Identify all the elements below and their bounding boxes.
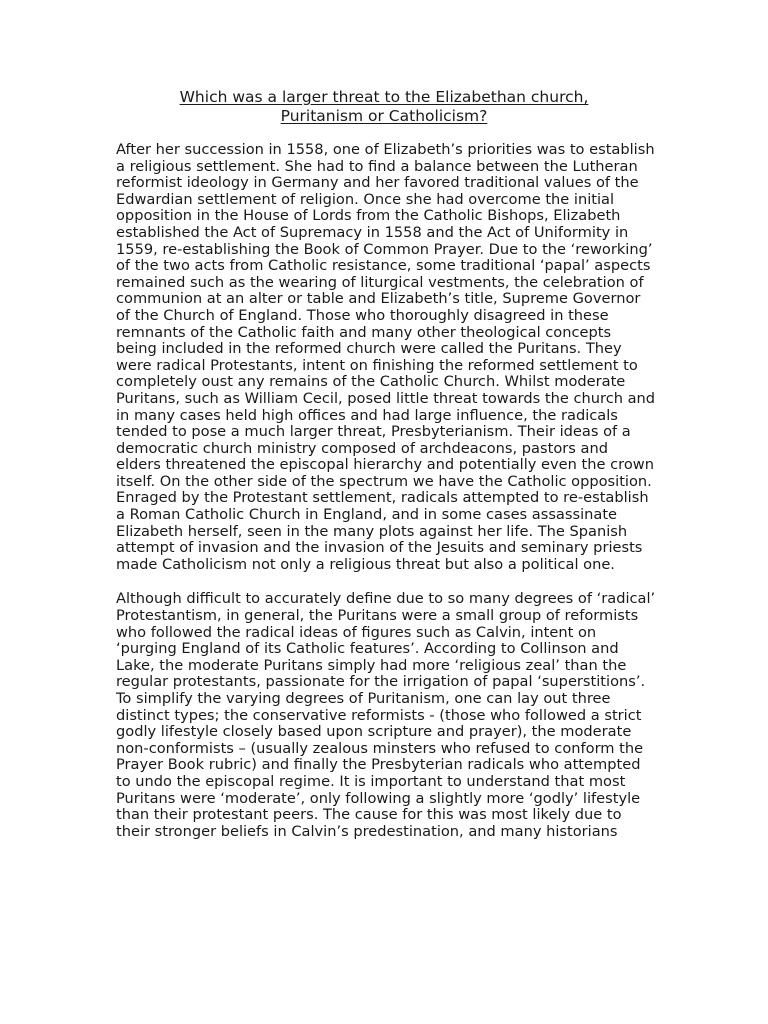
document-title-line-2: Puritanism or Catholicism?: [280, 107, 488, 125]
document-title: [116, 88, 652, 126]
paragraph-2: Although difficult to accurately define due to so many degrees of ‘radical’ Protestantism, in general, the Puritans were a small group of reformists who followed the radical ideas of figures such as Calvin, intent on ‘purging England of its Catholic features’. According to Collinson and Lake, the moderate Puritans simply had more ‘religious zeal’ than the regular protestants, passionate for the irrigation of papal ‘superstitions’. To simplify the varying degrees of Puritanism, one can lay out three distinct types; the conservative reformists - (those who followed a strict godly lifestyle closely based upon scripture and prayer), the moderate non-conformists – (usually zealous minsters who refused to conform the Prayer Book rubric) and finally the Presbyterian radicals who attempted to undo the episcopal regime. It is important to understand that most Puritans were ‘moderate’, only following a slightly more ‘godly’ lifestyle than their protestant peers. The cause for this was most likely due to their stronger beliefs in Calvin’s predestination, and many historians: [116, 590, 656, 840]
paragraph-1: After her succession in 1558, one of Elizabeth’s priorities was to establish a religious settlement. She had to find a balance between the Lutheran reformist ideology in Germany and her favored traditional values of the Edwardian settlement of religion. Once she had overcome the initial opposition in the House of Lords from the Catholic Bishops, Elizabeth established the Act of Supremacy in 1558 and the Act of Uniformity in 1559, re-establishing the Book of Common Prayer. Due to the ‘reworking’ of the two acts from Catholic resistance, some traditional ‘papal’ aspects remained such as the wearing of liturgical vestments, the celebration of communion at an alter or table and Elizabeth’s title, Supreme Governor of the Church of England. Those who thoroughly disagreed in these remnants of the Catholic faith and many other theological concepts being included in the reformed church were called the Puritans. They were radical Protestants, intent on finishing the reformed settlement to completely oust any remains of the Catholic Church. Whilst moderate Puritans, such as William Cecil, posed little threat towards the church and in many cases held high offices and had large influence, the radicals tended to pose a much larger threat, Presbyterianism. Their ideas of a democratic church ministry composed of archdeacons, pastors and elders threatened the episcopal hierarchy and potentially even the crown itself. On the other side of the spectrum we have the Catholic opposition. Enraged by the Protestant settlement, radicals attempted to re-establish a Roman Catholic Church in England, and in some cases assassinate Elizabeth herself, seen in the many plots against her life. The Spanish attempt of invasion and the invasion of the Jesuits and seminary priests made Catholicism not only a religious threat but also a political one.: [116, 141, 656, 573]
document-title-line-1: Which was a larger threat to the Elizabethan church,: [179, 88, 589, 106]
document-body: [116, 142, 656, 858]
